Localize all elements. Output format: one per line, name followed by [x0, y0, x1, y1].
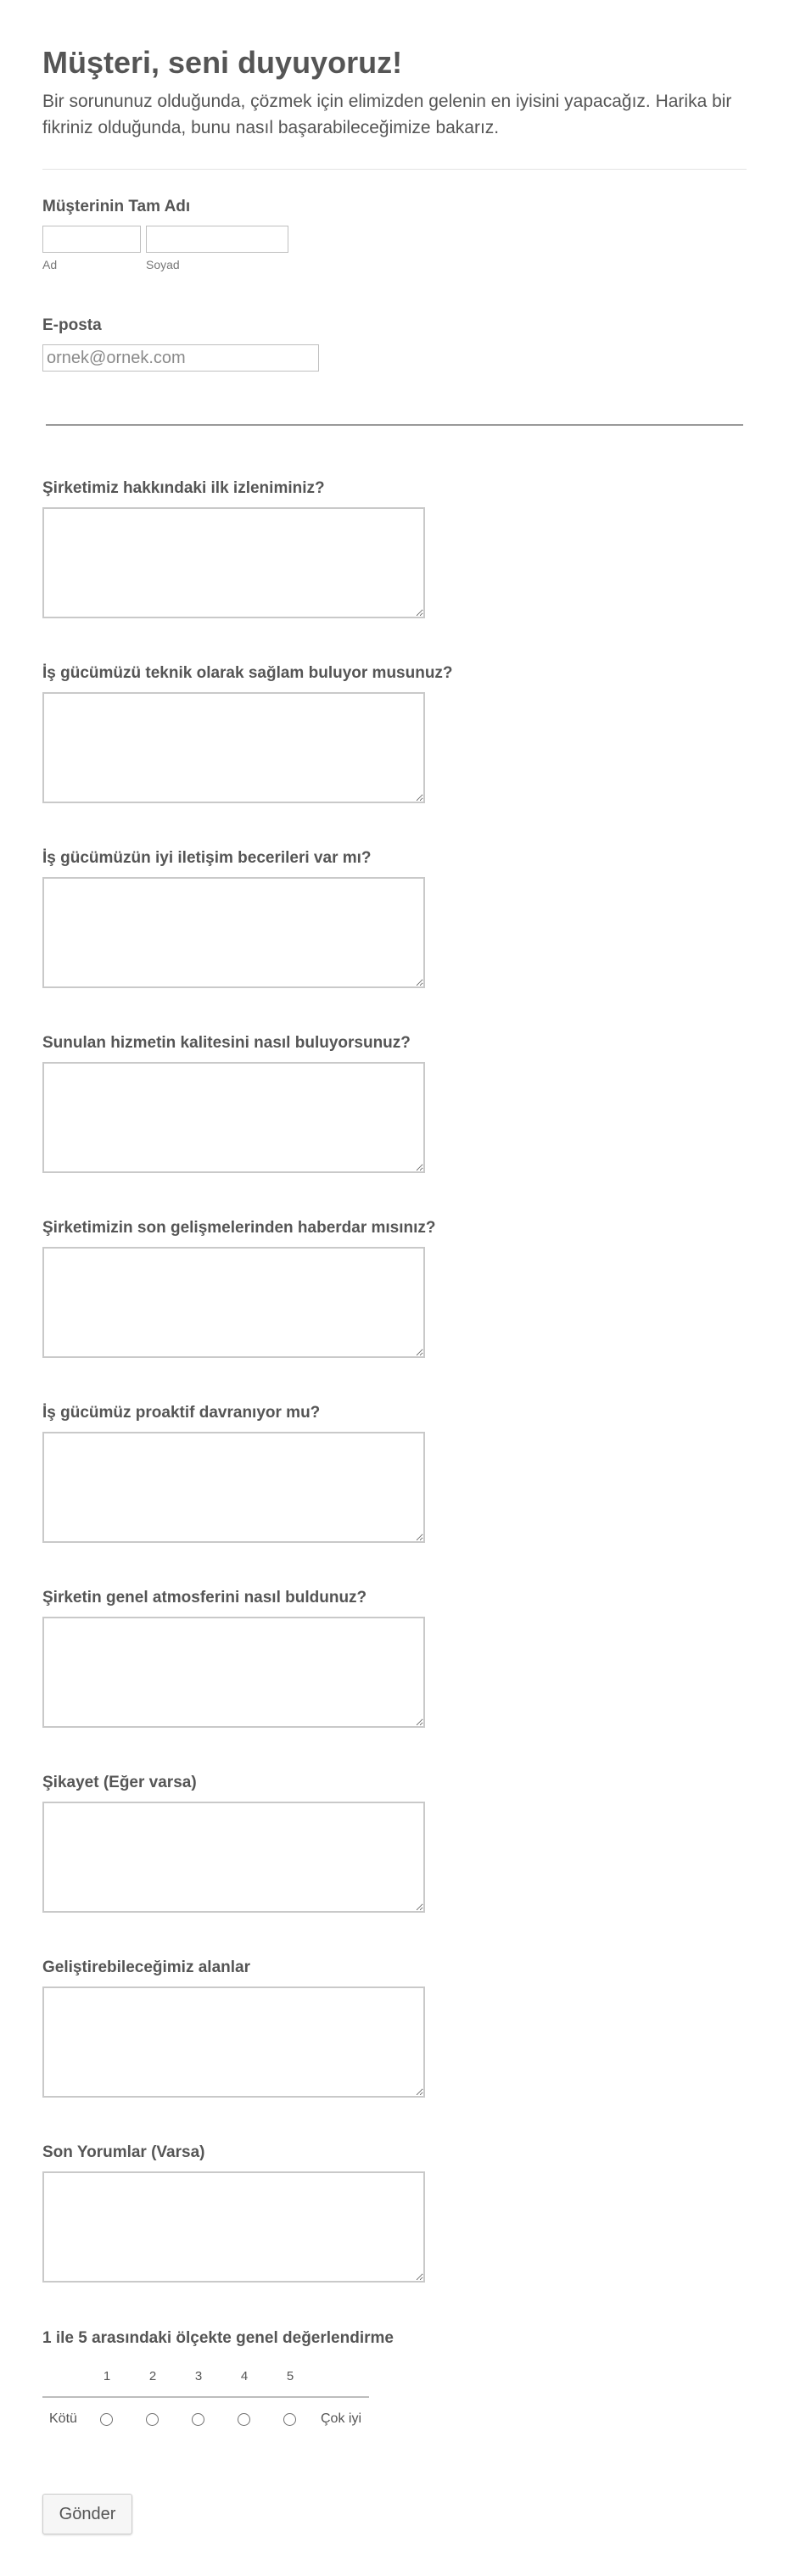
- rating-radio-2[interactable]: [146, 2413, 159, 2426]
- form-title: Müşteri, seni duyuyoruz!: [42, 45, 403, 80]
- question-textarea[interactable]: [42, 1247, 425, 1358]
- first-name-input[interactable]: [42, 226, 141, 253]
- last-name-input[interactable]: [146, 226, 288, 253]
- rating-radio-4[interactable]: [238, 2413, 250, 2426]
- rating-header-line: [42, 2396, 369, 2398]
- question-label: İş gücümüzü teknik olarak sağlam buluyor musunuz?: [42, 664, 453, 682]
- section-divider: [46, 424, 743, 426]
- rating-radio-1[interactable]: [100, 2413, 113, 2426]
- first-name-sublabel: Ad: [42, 258, 58, 271]
- question-label: Şirketin genel atmosferini nasıl buldunuz?: [42, 1589, 367, 1607]
- rating-scale-number: 5: [286, 2369, 294, 2383]
- question-label: Son Yorumlar (Varsa): [42, 2143, 205, 2161]
- rating-scale-number: 2: [148, 2369, 157, 2383]
- question-label: Şirketimiz hakkındaki ilk izleniminiz?: [42, 479, 325, 497]
- rating-scale-number: 4: [240, 2369, 249, 2383]
- question-textarea[interactable]: [42, 877, 425, 988]
- form-subtitle: Bir sorununuz olduğunda, çözmek için elimizden gelenin en iyisini yapacağız. Harika bir fikriniz olduğunda, bunu nasıl başarabileceğimize bakarız.: [42, 92, 732, 137]
- header-divider: [42, 169, 747, 170]
- question-label: Şikayet (Eğer varsa): [42, 1774, 197, 1791]
- rating-radio-5[interactable]: [283, 2413, 296, 2426]
- last-name-sublabel: Soyad: [146, 258, 180, 271]
- email-label: E-posta: [42, 316, 102, 334]
- question-textarea[interactable]: [42, 1986, 425, 2098]
- rating-scale-number: 3: [194, 2369, 203, 2383]
- question-label: Sunulan hizmetin kalitesini nasıl buluyorsunuz?: [42, 1034, 411, 1052]
- rating-scale-number: 1: [103, 2369, 111, 2383]
- rating-high-label: Çok iyi: [321, 2411, 362, 2426]
- question-textarea[interactable]: [42, 1432, 425, 1543]
- question-textarea[interactable]: [42, 1617, 425, 1728]
- question-textarea[interactable]: [42, 692, 425, 803]
- submit-button[interactable]: Gönder: [42, 2494, 132, 2534]
- question-textarea[interactable]: [42, 1802, 425, 1913]
- rating-label: 1 ile 5 arasındaki ölçekte genel değerlendirme: [42, 2329, 394, 2347]
- question-textarea[interactable]: [42, 1062, 425, 1173]
- question-label: İş gücümüz proaktif davranıyor mu?: [42, 1404, 321, 1422]
- email-input[interactable]: [42, 344, 319, 372]
- question-textarea[interactable]: [42, 2171, 425, 2283]
- question-label: Şirketimizin son gelişmelerinden haberdar mısınız?: [42, 1219, 436, 1237]
- question-label: Geliştirebileceğimiz alanlar: [42, 1959, 250, 1976]
- full-name-label: Müşterinin Tam Adı: [42, 198, 191, 215]
- question-label: İş gücümüzün iyi iletişim becerileri var mı?: [42, 849, 372, 867]
- rating-radio-3[interactable]: [192, 2413, 204, 2426]
- question-textarea[interactable]: [42, 507, 425, 618]
- rating-low-label: Kötü: [49, 2411, 77, 2426]
